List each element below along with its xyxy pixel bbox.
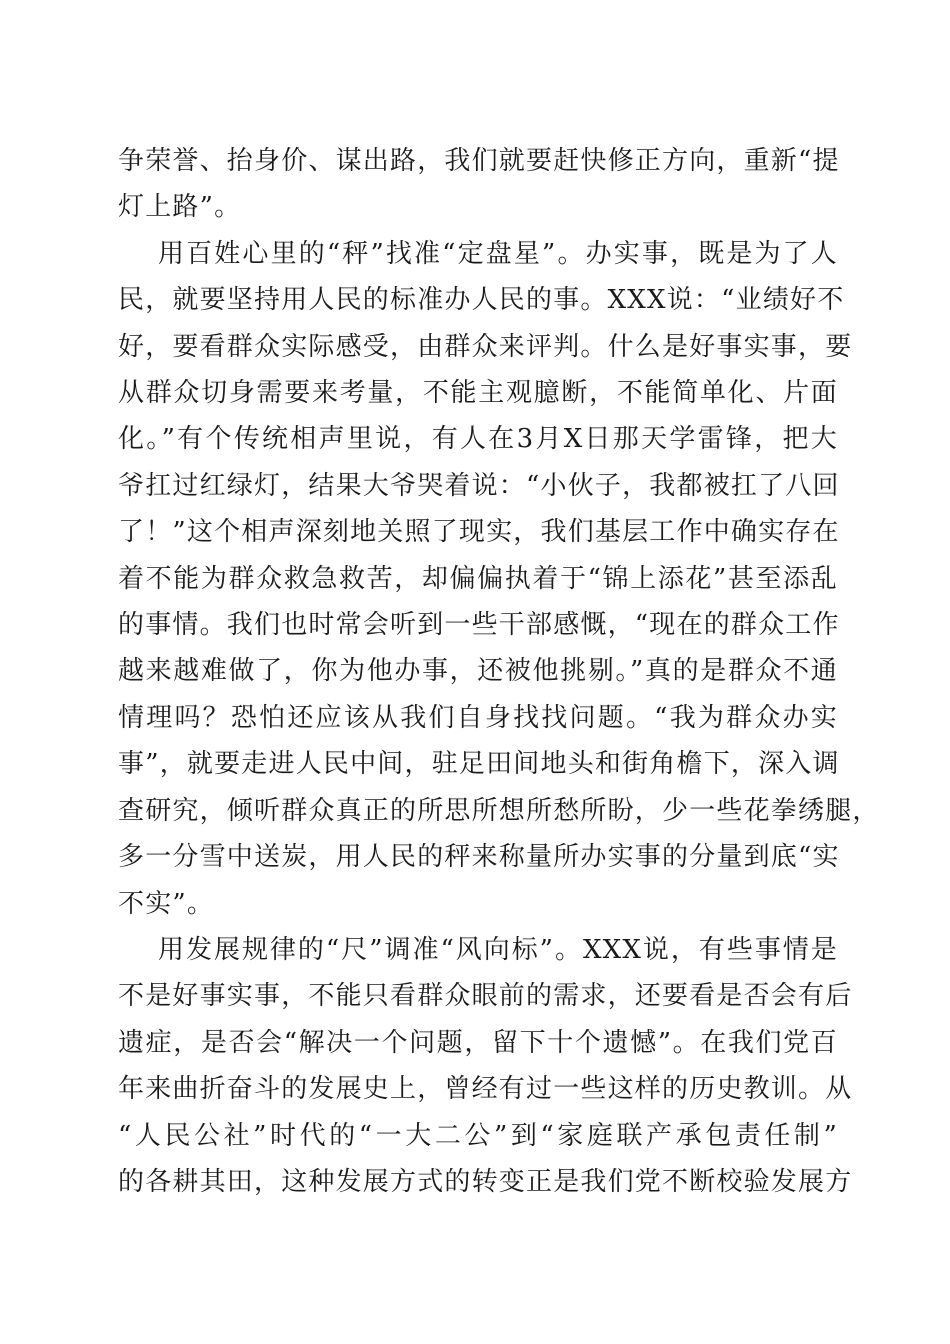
text-line: 查研究，倾听群众真正的所思所想所愁所盼，少一些花拳绣腿， bbox=[118, 795, 880, 826]
text-line: 事”，就要走进人民中间，驻足田间地头和街角檐下，深入调 bbox=[118, 749, 840, 780]
text-line: 不实”。 bbox=[118, 888, 215, 919]
text-line: 从群众切身需要来考量，不能主观臆断，不能简单化、片面 bbox=[118, 378, 838, 409]
text-line: 灯上路”。 bbox=[118, 192, 242, 223]
text-line: 的事情。我们也时常会听到一些干部感慨，“现在的群众工作 bbox=[118, 610, 840, 641]
text-line: 情理吗？恐怕还应该从我们自身找找问题。“我为群众办实 bbox=[118, 702, 838, 733]
text-line: 用发展规律的“尺”调准“风向标”。XXX说，有些事情是 bbox=[158, 934, 838, 965]
text-line: 多一分雪中送炭，用人民的秤来称量所办实事的分量到底“实 bbox=[118, 842, 840, 873]
text-line: 争荣誉、抬身价、谋出路，我们就要赶快修正方向，重新“提 bbox=[118, 146, 840, 176]
text-line: 用百姓心里的“秤”找准“定盘星”。办实事，既是为了人 bbox=[158, 238, 838, 269]
paragraph bbox=[118, 138, 838, 231]
paragraph bbox=[118, 231, 880, 927]
text-line: 爷扛过红绿灯，结果大爷哭着说：“小伙子，我都被扛了八回 bbox=[118, 470, 840, 501]
text-line: 越来越难做了，你为他办事，还被他挑剔。”真的是群众不通 bbox=[118, 656, 838, 687]
text-line: 不是好事实事，不能只看群众眼前的需求，还要看是否会有后 bbox=[118, 981, 853, 1012]
text-line: “人民公社”时代的“一大二公”到“家庭联产承包责任制” bbox=[118, 1120, 838, 1151]
text-line: 遗症，是否会“解决一个问题，留下十个遗憾”。在我们党百 bbox=[118, 1027, 838, 1058]
paragraph bbox=[118, 927, 853, 1205]
document-body bbox=[118, 138, 880, 1205]
text-line: 的各耕其田，这种发展方式的转变正是我们党不断校验发展方 bbox=[118, 1166, 853, 1197]
text-line: 民，就要坚持用人民的标准办人民的事。XXX说：“业绩好不 bbox=[118, 285, 845, 316]
text-line: 着不能为群众救急救苦，却偏偏执着于“锦上添花”甚至添乱 bbox=[118, 563, 838, 594]
text-line: 好，要看群众实际感受，由群众来评判。什么是好事实事，要 bbox=[118, 331, 853, 362]
text-line: 化。”有个传统相声里说，有人在3月X日那天学雷锋，把大 bbox=[118, 424, 838, 455]
text-line: 了！”这个相声深刻地关照了现实，我们基层工作中确实存在 bbox=[118, 517, 840, 548]
text-line: 年来曲折奋斗的发展史上，曾经有过一些这样的历史教训。从 bbox=[118, 1074, 853, 1105]
